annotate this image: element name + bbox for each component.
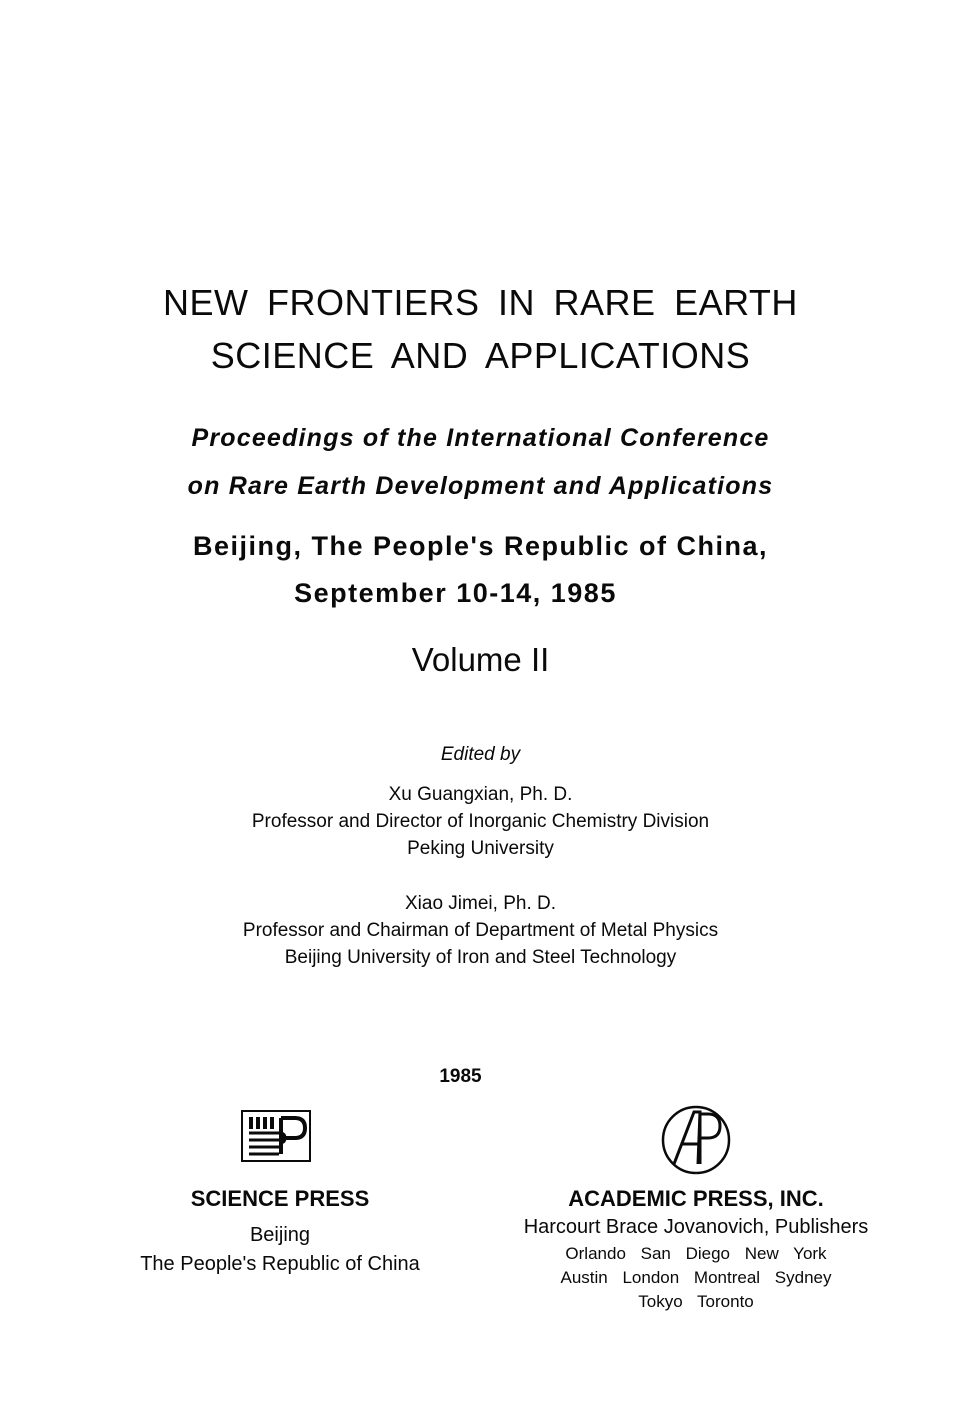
science-press-logo bbox=[241, 1110, 311, 1162]
editor-2-name: Xiao Jimei, Ph. D. bbox=[405, 893, 556, 914]
science-press-city: Beijing bbox=[249, 1224, 311, 1246]
academic-press-cities-1: Orlando San Diego New York bbox=[565, 1244, 827, 1263]
location-line: Beijing, The People's Republic of China, bbox=[193, 531, 768, 561]
editor-2-institution: Beijing University of Iron and Steel Technology bbox=[284, 947, 677, 968]
volume-label: Volume II bbox=[411, 641, 550, 678]
editor-1-position: Professor and Director of Inorganic Chemistry Division bbox=[251, 811, 710, 832]
editor-1-institution: Peking University bbox=[407, 838, 554, 859]
editor-2-position: Professor and Chairman of Department of Metal Physics bbox=[242, 920, 719, 941]
science-press-block bbox=[100, 1186, 460, 1212]
subtitle-line-2: on Rare Earth Development and Applications bbox=[187, 472, 774, 500]
academic-press-cities-3: Tokyo Toronto bbox=[638, 1292, 754, 1311]
editor-1-name: Xu Guangxian, Ph. D. bbox=[388, 784, 573, 805]
publication-year: 1985 bbox=[439, 1066, 482, 1087]
academic-press-name: ACADEMIC PRESS, INC. bbox=[568, 1186, 824, 1211]
academic-press-logo bbox=[660, 1104, 732, 1176]
subtitle-line-1: Proceedings of the International Conference bbox=[191, 424, 770, 452]
science-press-country: The People's Republic of China bbox=[140, 1253, 420, 1275]
edited-by-label: Edited by bbox=[440, 744, 521, 765]
academic-press-cities-2: Austin London Montreal Sydney bbox=[560, 1268, 832, 1287]
main-title-line-1: NEW FRONTIERS IN RARE EARTH bbox=[163, 282, 798, 323]
science-press-name: SCIENCE PRESS bbox=[190, 1186, 370, 1211]
date-line: September 10-14, 1985 bbox=[294, 578, 617, 608]
main-title-line-2: SCIENCE AND APPLICATIONS bbox=[210, 335, 751, 376]
academic-press-parent: Harcourt Brace Jovanovich, Publishers bbox=[523, 1216, 869, 1238]
ap-logo-text: AP bbox=[695, 1174, 697, 1175]
